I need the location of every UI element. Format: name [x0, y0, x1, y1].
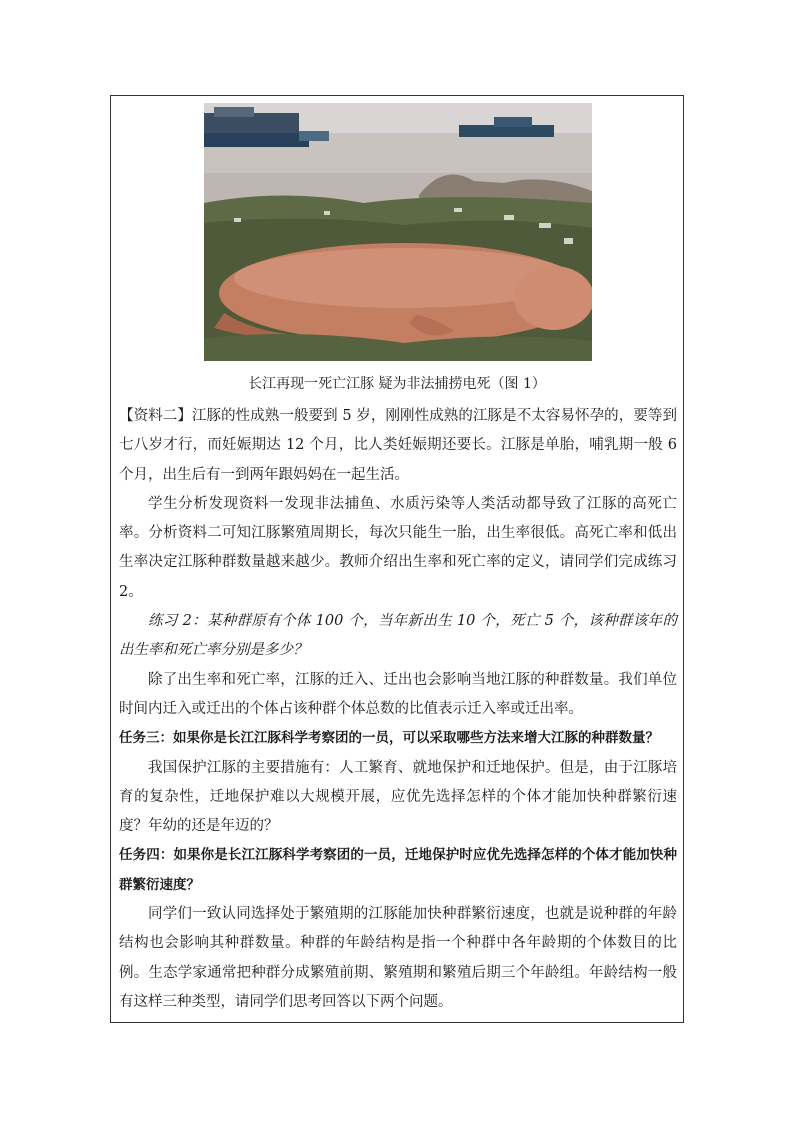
material2-paragraph	[119, 402, 677, 490]
content-frame	[110, 95, 684, 1023]
dead-porpoise-photo	[204, 103, 592, 361]
migration-paragraph: 除了出生率和死亡率，江豚的迁入、迁出也会影响当地江豚的种群数量。我们单位时间内迁入或迁出的个体占该种群个体总数的比值表示迁入率或迁出率。	[119, 671, 677, 717]
porpoise-illustration	[204, 103, 592, 361]
exercise2-paragraph: 练习 2：某种群原有个体 100 个，当年新出生 10 个，死亡 5 个，该种群该年的出生率和死亡率分别是多少？	[119, 613, 677, 659]
material2-text: 江豚的性成熟一般要到 5 岁，刚刚性成熟的江豚是不太容易怀孕的，要等到七八岁才行，而妊娠期达 12 个月，比人类妊娠期还要长。江豚是单胎，哺乳期一般 6 个月，出生后有一到两年跟妈妈在一起生活。	[119, 408, 677, 483]
task4-heading: 任务四：如果你是长江江豚科学考察团的一员，迁地保护时应优先选择怎样的个体才能加快种群繁衍速度？	[119, 847, 677, 893]
protection-paragraph: 我国保护江豚的主要措施有：人工繁育、就地保护和迁地保护。但是，由于江豚培育的复杂性，迁地保护难以大规模开展，应优先选择怎样的个体才能加快种群繁衍速度？年幼的还是年迈的？	[119, 759, 677, 835]
age-structure-paragraph: 同学们一致认同选择处于繁殖期的江豚能加快种群繁衍速度，也就是说种群的年龄结构也会影响其种群数量。种群的年龄结构是指一个种群中各年龄期的个体数目的比例。生态学家通常把种群分成繁殖前期、繁殖期和繁殖后期三个年龄组。年龄结构一般有这样三种类型，请同学们思考回答以下两个问题。	[119, 906, 677, 1010]
figure-caption: 长江再现一死亡江豚 疑为非法捕捞电死（图 1）	[248, 376, 546, 392]
task3-heading: 任务三：如果你是长江江豚科学考察团的一员，可以采取哪些方法来增大江豚的种群数量？	[119, 730, 659, 747]
material2-tag: 【资料二】	[119, 408, 192, 424]
analysis-paragraph: 学生分析发现资料一发现非法捕鱼、水质污染等人类活动都导致了江豚的高死亡率。分析资料二可知江豚繁殖周期长，每次只能生一胎，出生率很低。高死亡率和低出生率决定江豚种群数量越来越少。教师介绍出生率和死亡率的定义，请同学们完成练习 2。	[119, 495, 677, 600]
document-body	[119, 402, 677, 1017]
